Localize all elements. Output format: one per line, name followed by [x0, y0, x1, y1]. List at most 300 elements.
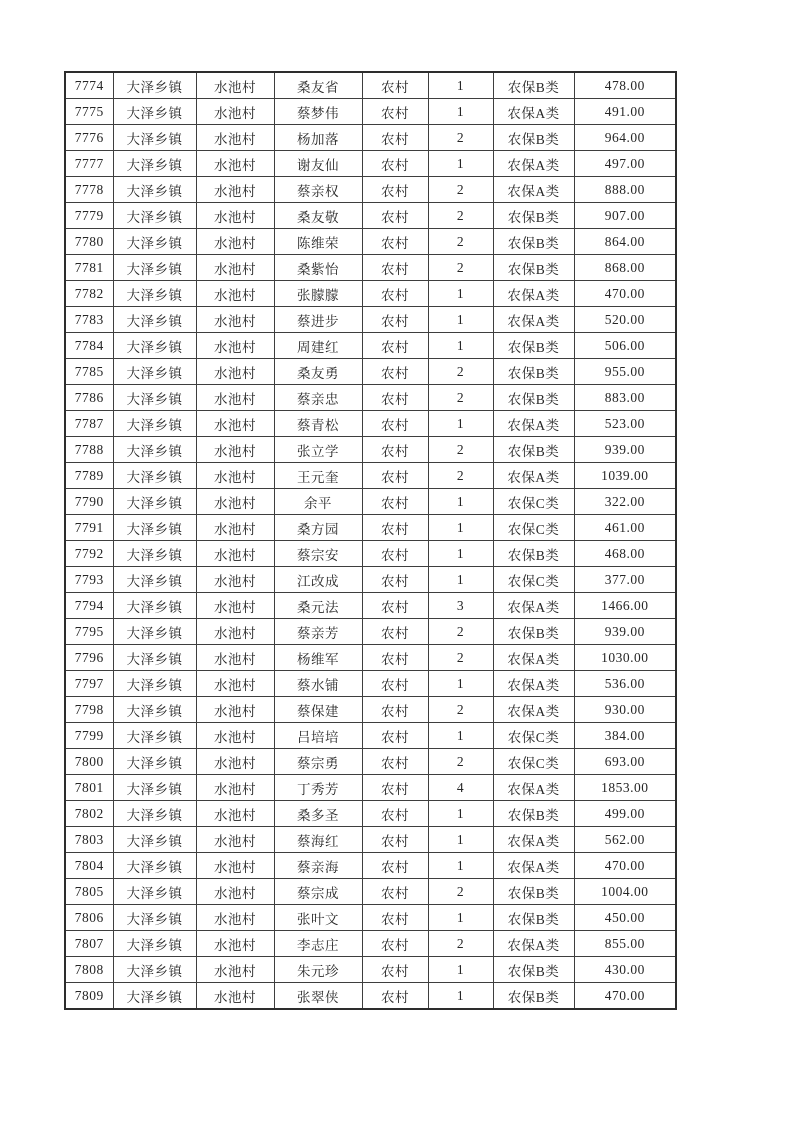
cell-person-count: 1 [428, 489, 493, 515]
cell-town: 大泽乡镇 [113, 307, 196, 333]
cell-serial-number: 7780 [65, 229, 113, 255]
cell-amount: 1030.00 [574, 645, 676, 671]
cell-person-count: 2 [428, 177, 493, 203]
cell-person-count: 1 [428, 801, 493, 827]
cell-serial-number: 7782 [65, 281, 113, 307]
cell-amount: 506.00 [574, 333, 676, 359]
cell-town: 大泽乡镇 [113, 99, 196, 125]
cell-insurance-type: 农保B类 [493, 619, 574, 645]
cell-insurance-type: 农保B类 [493, 905, 574, 931]
cell-amount: 883.00 [574, 385, 676, 411]
table-row [65, 619, 676, 645]
cell-category: 农村 [362, 333, 428, 359]
cell-amount: 939.00 [574, 437, 676, 463]
cell-insurance-type: 农保A类 [493, 411, 574, 437]
cell-town: 大泽乡镇 [113, 697, 196, 723]
cell-serial-number: 7793 [65, 567, 113, 593]
cell-amount: 955.00 [574, 359, 676, 385]
cell-name: 蔡海红 [274, 827, 362, 853]
cell-serial-number: 7796 [65, 645, 113, 671]
cell-name: 桑友省 [274, 72, 362, 99]
cell-serial-number: 7792 [65, 541, 113, 567]
cell-category: 农村 [362, 775, 428, 801]
cell-village: 水池村 [196, 229, 274, 255]
cell-person-count: 1 [428, 151, 493, 177]
cell-name: 蔡宗勇 [274, 749, 362, 775]
cell-serial-number: 7785 [65, 359, 113, 385]
table-row [65, 645, 676, 671]
cell-category: 农村 [362, 281, 428, 307]
cell-name: 张翠侠 [274, 983, 362, 1010]
cell-serial-number: 7788 [65, 437, 113, 463]
table-row [65, 229, 676, 255]
cell-amount: 888.00 [574, 177, 676, 203]
cell-amount: 497.00 [574, 151, 676, 177]
cell-town: 大泽乡镇 [113, 879, 196, 905]
cell-village: 水池村 [196, 723, 274, 749]
cell-insurance-type: 农保C类 [493, 749, 574, 775]
cell-name: 蔡水铺 [274, 671, 362, 697]
cell-insurance-type: 农保B类 [493, 437, 574, 463]
cell-village: 水池村 [196, 905, 274, 931]
cell-person-count: 1 [428, 567, 493, 593]
cell-village: 水池村 [196, 567, 274, 593]
cell-town: 大泽乡镇 [113, 905, 196, 931]
cell-person-count: 2 [428, 255, 493, 281]
cell-village: 水池村 [196, 99, 274, 125]
cell-village: 水池村 [196, 437, 274, 463]
cell-category: 农村 [362, 203, 428, 229]
cell-category: 农村 [362, 957, 428, 983]
table-row [65, 125, 676, 151]
cell-village: 水池村 [196, 489, 274, 515]
cell-person-count: 1 [428, 827, 493, 853]
table-row [65, 281, 676, 307]
cell-name: 蔡青松 [274, 411, 362, 437]
cell-name: 蔡梦伟 [274, 99, 362, 125]
table-row [65, 359, 676, 385]
cell-person-count: 2 [428, 125, 493, 151]
cell-insurance-type: 农保A类 [493, 151, 574, 177]
cell-insurance-type: 农保A类 [493, 775, 574, 801]
cell-person-count: 2 [428, 385, 493, 411]
cell-category: 农村 [362, 567, 428, 593]
cell-town: 大泽乡镇 [113, 255, 196, 281]
cell-town: 大泽乡镇 [113, 463, 196, 489]
cell-person-count: 1 [428, 411, 493, 437]
cell-serial-number: 7790 [65, 489, 113, 515]
table-row [65, 983, 676, 1010]
cell-name: 张叶文 [274, 905, 362, 931]
cell-village: 水池村 [196, 749, 274, 775]
cell-village: 水池村 [196, 827, 274, 853]
cell-name: 桑友敬 [274, 203, 362, 229]
cell-town: 大泽乡镇 [113, 567, 196, 593]
cell-amount: 864.00 [574, 229, 676, 255]
cell-category: 农村 [362, 255, 428, 281]
table-row [65, 333, 676, 359]
cell-town: 大泽乡镇 [113, 203, 196, 229]
cell-village: 水池村 [196, 125, 274, 151]
cell-amount: 939.00 [574, 619, 676, 645]
cell-insurance-type: 农保A类 [493, 307, 574, 333]
cell-person-count: 1 [428, 72, 493, 99]
cell-village: 水池村 [196, 359, 274, 385]
cell-person-count: 1 [428, 957, 493, 983]
cell-insurance-type: 农保B类 [493, 359, 574, 385]
table-row [65, 879, 676, 905]
cell-insurance-type: 农保A类 [493, 671, 574, 697]
cell-category: 农村 [362, 151, 428, 177]
table-row [65, 255, 676, 281]
cell-amount: 470.00 [574, 281, 676, 307]
cell-town: 大泽乡镇 [113, 827, 196, 853]
cell-town: 大泽乡镇 [113, 775, 196, 801]
cell-person-count: 1 [428, 99, 493, 125]
table-row [65, 99, 676, 125]
cell-person-count: 1 [428, 541, 493, 567]
cell-category: 农村 [362, 983, 428, 1010]
table-row [65, 801, 676, 827]
cell-serial-number: 7774 [65, 72, 113, 99]
cell-name: 桑元法 [274, 593, 362, 619]
cell-name: 吕培培 [274, 723, 362, 749]
cell-name: 张立学 [274, 437, 362, 463]
cell-amount: 1039.00 [574, 463, 676, 489]
cell-category: 农村 [362, 359, 428, 385]
cell-category: 农村 [362, 931, 428, 957]
cell-village: 水池村 [196, 72, 274, 99]
cell-town: 大泽乡镇 [113, 333, 196, 359]
cell-village: 水池村 [196, 957, 274, 983]
cell-insurance-type: 农保A类 [493, 931, 574, 957]
table-row [65, 567, 676, 593]
cell-amount: 461.00 [574, 515, 676, 541]
cell-category: 农村 [362, 177, 428, 203]
cell-person-count: 2 [428, 463, 493, 489]
cell-village: 水池村 [196, 411, 274, 437]
table-row [65, 385, 676, 411]
cell-person-count: 1 [428, 281, 493, 307]
cell-category: 农村 [362, 72, 428, 99]
cell-amount: 470.00 [574, 983, 676, 1010]
cell-serial-number: 7805 [65, 879, 113, 905]
cell-amount: 491.00 [574, 99, 676, 125]
table-row [65, 177, 676, 203]
cell-serial-number: 7798 [65, 697, 113, 723]
cell-category: 农村 [362, 307, 428, 333]
cell-name: 蔡亲海 [274, 853, 362, 879]
cell-person-count: 2 [428, 437, 493, 463]
cell-serial-number: 7786 [65, 385, 113, 411]
cell-insurance-type: 农保B类 [493, 203, 574, 229]
table-row [65, 853, 676, 879]
cell-name: 余平 [274, 489, 362, 515]
cell-village: 水池村 [196, 515, 274, 541]
cell-town: 大泽乡镇 [113, 177, 196, 203]
cell-town: 大泽乡镇 [113, 593, 196, 619]
table-row [65, 697, 676, 723]
cell-category: 农村 [362, 125, 428, 151]
cell-category: 农村 [362, 645, 428, 671]
cell-insurance-type: 农保A类 [493, 853, 574, 879]
cell-village: 水池村 [196, 463, 274, 489]
cell-person-count: 1 [428, 853, 493, 879]
cell-serial-number: 7802 [65, 801, 113, 827]
cell-town: 大泽乡镇 [113, 151, 196, 177]
cell-name: 杨加落 [274, 125, 362, 151]
cell-category: 农村 [362, 385, 428, 411]
cell-name: 桑多圣 [274, 801, 362, 827]
cell-insurance-type: 农保A类 [493, 177, 574, 203]
cell-name: 桑方园 [274, 515, 362, 541]
cell-category: 农村 [362, 749, 428, 775]
cell-amount: 1853.00 [574, 775, 676, 801]
cell-insurance-type: 农保C类 [493, 489, 574, 515]
cell-village: 水池村 [196, 853, 274, 879]
cell-serial-number: 7789 [65, 463, 113, 489]
cell-person-count: 1 [428, 515, 493, 541]
table-row [65, 489, 676, 515]
cell-category: 农村 [362, 853, 428, 879]
cell-insurance-type: 农保B类 [493, 72, 574, 99]
cell-category: 农村 [362, 515, 428, 541]
cell-category: 农村 [362, 411, 428, 437]
cell-name: 蔡亲芳 [274, 619, 362, 645]
cell-name: 桑紫怡 [274, 255, 362, 281]
cell-person-count: 2 [428, 749, 493, 775]
cell-category: 农村 [362, 671, 428, 697]
cell-person-count: 2 [428, 931, 493, 957]
cell-amount: 536.00 [574, 671, 676, 697]
cell-amount: 523.00 [574, 411, 676, 437]
cell-category: 农村 [362, 437, 428, 463]
cell-serial-number: 7791 [65, 515, 113, 541]
cell-category: 农村 [362, 463, 428, 489]
cell-insurance-type: 农保B类 [493, 957, 574, 983]
cell-insurance-type: 农保A类 [493, 697, 574, 723]
cell-amount: 520.00 [574, 307, 676, 333]
cell-person-count: 1 [428, 333, 493, 359]
cell-village: 水池村 [196, 775, 274, 801]
table-row [65, 541, 676, 567]
cell-village: 水池村 [196, 151, 274, 177]
cell-name: 蔡亲权 [274, 177, 362, 203]
cell-village: 水池村 [196, 333, 274, 359]
cell-name: 周建红 [274, 333, 362, 359]
cell-person-count: 4 [428, 775, 493, 801]
cell-category: 农村 [362, 593, 428, 619]
cell-serial-number: 7797 [65, 671, 113, 697]
table-row [65, 203, 676, 229]
table-row [65, 671, 676, 697]
cell-serial-number: 7809 [65, 983, 113, 1010]
cell-name: 张朦朦 [274, 281, 362, 307]
cell-category: 农村 [362, 541, 428, 567]
cell-name: 蔡亲忠 [274, 385, 362, 411]
cell-village: 水池村 [196, 879, 274, 905]
table-row [65, 723, 676, 749]
cell-name: 桑友勇 [274, 359, 362, 385]
cell-insurance-type: 农保B类 [493, 541, 574, 567]
table-body [65, 72, 676, 1009]
table-row [65, 151, 676, 177]
cell-amount: 562.00 [574, 827, 676, 853]
cell-name: 丁秀芳 [274, 775, 362, 801]
cell-insurance-type: 农保B类 [493, 125, 574, 151]
cell-serial-number: 7799 [65, 723, 113, 749]
cell-town: 大泽乡镇 [113, 229, 196, 255]
cell-amount: 868.00 [574, 255, 676, 281]
cell-village: 水池村 [196, 645, 274, 671]
table-row [65, 515, 676, 541]
cell-category: 农村 [362, 827, 428, 853]
cell-insurance-type: 农保A类 [493, 99, 574, 125]
cell-serial-number: 7778 [65, 177, 113, 203]
cell-category: 农村 [362, 879, 428, 905]
cell-name: 谢友仙 [274, 151, 362, 177]
cell-category: 农村 [362, 229, 428, 255]
cell-village: 水池村 [196, 619, 274, 645]
cell-town: 大泽乡镇 [113, 749, 196, 775]
cell-village: 水池村 [196, 697, 274, 723]
cell-serial-number: 7775 [65, 99, 113, 125]
cell-category: 农村 [362, 905, 428, 931]
cell-town: 大泽乡镇 [113, 645, 196, 671]
cell-amount: 1466.00 [574, 593, 676, 619]
cell-amount: 322.00 [574, 489, 676, 515]
cell-person-count: 2 [428, 229, 493, 255]
cell-person-count: 2 [428, 619, 493, 645]
cell-insurance-type: 农保A类 [493, 827, 574, 853]
cell-town: 大泽乡镇 [113, 541, 196, 567]
cell-category: 农村 [362, 99, 428, 125]
cell-town: 大泽乡镇 [113, 983, 196, 1010]
cell-person-count: 2 [428, 879, 493, 905]
table-row [65, 463, 676, 489]
table-row [65, 775, 676, 801]
table-row [65, 593, 676, 619]
cell-person-count: 1 [428, 307, 493, 333]
cell-amount: 1004.00 [574, 879, 676, 905]
cell-amount: 930.00 [574, 697, 676, 723]
cell-serial-number: 7807 [65, 931, 113, 957]
cell-village: 水池村 [196, 983, 274, 1010]
cell-name: 王元奎 [274, 463, 362, 489]
cell-person-count: 2 [428, 697, 493, 723]
cell-amount: 384.00 [574, 723, 676, 749]
cell-amount: 430.00 [574, 957, 676, 983]
cell-insurance-type: 农保A类 [493, 463, 574, 489]
table-row [65, 905, 676, 931]
cell-village: 水池村 [196, 931, 274, 957]
cell-village: 水池村 [196, 281, 274, 307]
cell-insurance-type: 农保A类 [493, 281, 574, 307]
cell-village: 水池村 [196, 541, 274, 567]
cell-serial-number: 7787 [65, 411, 113, 437]
cell-insurance-type: 农保C类 [493, 567, 574, 593]
cell-serial-number: 7794 [65, 593, 113, 619]
cell-insurance-type: 农保B类 [493, 333, 574, 359]
cell-town: 大泽乡镇 [113, 619, 196, 645]
cell-amount: 478.00 [574, 72, 676, 99]
cell-serial-number: 7777 [65, 151, 113, 177]
cell-amount: 855.00 [574, 931, 676, 957]
cell-amount: 907.00 [574, 203, 676, 229]
cell-town: 大泽乡镇 [113, 489, 196, 515]
cell-category: 农村 [362, 489, 428, 515]
cell-person-count: 2 [428, 359, 493, 385]
cell-village: 水池村 [196, 671, 274, 697]
cell-town: 大泽乡镇 [113, 411, 196, 437]
cell-serial-number: 7804 [65, 853, 113, 879]
table-row [65, 827, 676, 853]
table-row [65, 72, 676, 99]
cell-amount: 470.00 [574, 853, 676, 879]
cell-serial-number: 7801 [65, 775, 113, 801]
table-row [65, 931, 676, 957]
cell-insurance-type: 农保B类 [493, 879, 574, 905]
benefits-table [64, 71, 677, 1010]
table-row [65, 411, 676, 437]
cell-town: 大泽乡镇 [113, 723, 196, 749]
table-row [65, 749, 676, 775]
cell-person-count: 2 [428, 203, 493, 229]
cell-village: 水池村 [196, 801, 274, 827]
cell-amount: 964.00 [574, 125, 676, 151]
cell-town: 大泽乡镇 [113, 385, 196, 411]
cell-serial-number: 7806 [65, 905, 113, 931]
cell-insurance-type: 农保B类 [493, 801, 574, 827]
cell-town: 大泽乡镇 [113, 801, 196, 827]
cell-name: 李志庄 [274, 931, 362, 957]
cell-amount: 450.00 [574, 905, 676, 931]
cell-insurance-type: 农保B类 [493, 255, 574, 281]
cell-amount: 693.00 [574, 749, 676, 775]
cell-person-count: 2 [428, 645, 493, 671]
cell-name: 蔡宗成 [274, 879, 362, 905]
cell-person-count: 1 [428, 905, 493, 931]
cell-category: 农村 [362, 801, 428, 827]
cell-town: 大泽乡镇 [113, 671, 196, 697]
cell-serial-number: 7795 [65, 619, 113, 645]
cell-town: 大泽乡镇 [113, 281, 196, 307]
cell-village: 水池村 [196, 203, 274, 229]
cell-category: 农村 [362, 697, 428, 723]
cell-town: 大泽乡镇 [113, 853, 196, 879]
cell-town: 大泽乡镇 [113, 72, 196, 99]
cell-insurance-type: 农保A类 [493, 645, 574, 671]
cell-insurance-type: 农保B类 [493, 983, 574, 1010]
table-row [65, 957, 676, 983]
cell-insurance-type: 农保B类 [493, 229, 574, 255]
cell-town: 大泽乡镇 [113, 957, 196, 983]
cell-serial-number: 7808 [65, 957, 113, 983]
cell-serial-number: 7781 [65, 255, 113, 281]
cell-name: 杨维军 [274, 645, 362, 671]
cell-name: 陈维荣 [274, 229, 362, 255]
cell-village: 水池村 [196, 177, 274, 203]
cell-person-count: 1 [428, 671, 493, 697]
cell-town: 大泽乡镇 [113, 359, 196, 385]
cell-town: 大泽乡镇 [113, 931, 196, 957]
cell-town: 大泽乡镇 [113, 125, 196, 151]
cell-amount: 499.00 [574, 801, 676, 827]
table-row [65, 307, 676, 333]
cell-name: 蔡宗安 [274, 541, 362, 567]
cell-name: 蔡进步 [274, 307, 362, 333]
cell-amount: 468.00 [574, 541, 676, 567]
